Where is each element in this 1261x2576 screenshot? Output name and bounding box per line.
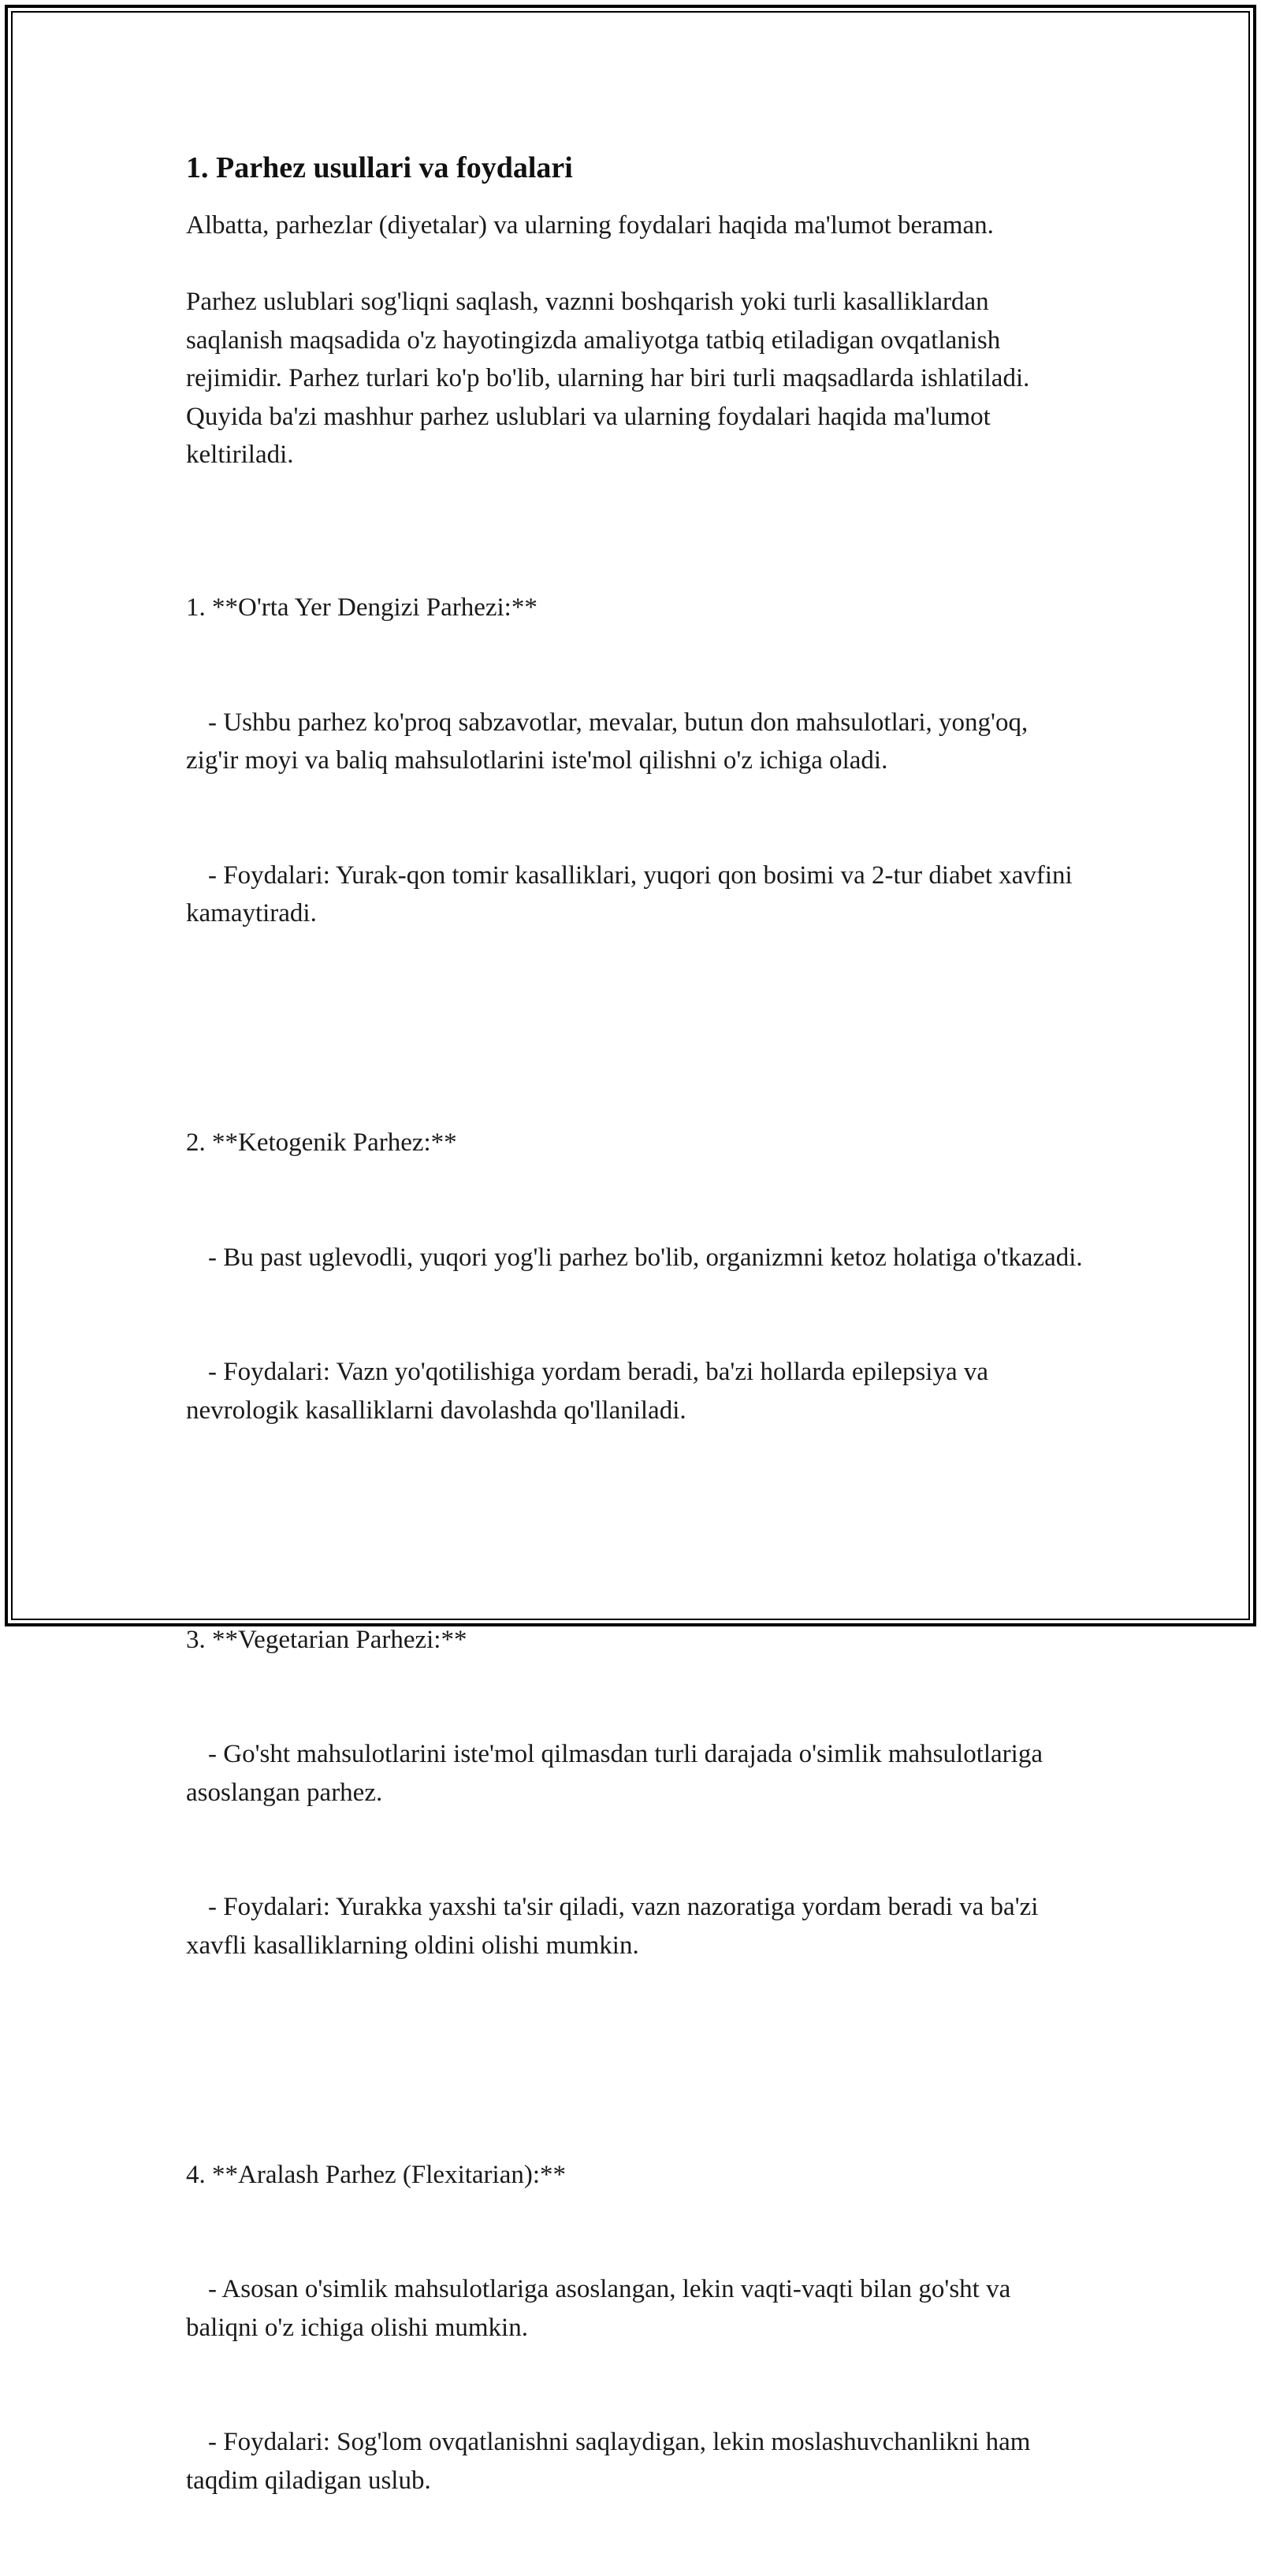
diet-item-benefits: - Foydalari: Yurakka yaxshi ta'sir qiladi, vazn nazoratiga yordam beradi va ba'zi xavfli kasalliklarning oldini olishi mumkin. <box>186 1888 1084 1965</box>
overview-paragraph: Parhez uslublari sog'liqni saqlash, vaznni boshqarish yoki turli kasalliklardan saqlanish maqsadida o'z hayotingizda amaliyotga tatbiq etiladigan ovqatlanish rejimidir. Parhez turlari ko'p bo'lib, ularning har biri turli maqsadlarda ishlatiladi. Quyida ba'zi mashhur parhez uslublari va ularning foydalari haqida ma'lumot keltiriladi. <box>186 283 1084 474</box>
diet-item-heading: 4. **Aralash Parhez (Flexitarian):** <box>186 2156 1084 2195</box>
diet-item-benefits: - Foydalari: Yurak-qon tomir kasalliklari, yuqori qon bosimi va 2-tur diabet xavfini kamaytiradi. <box>186 857 1084 933</box>
intro-paragraph: Albatta, parhezlar (diyetalar) va ularning foydalari haqida ma'lumot beraman. <box>186 206 1084 245</box>
diet-item-heading: 1. **O'rta Yer Dengizi Parhezi:** <box>186 589 1084 627</box>
diet-item-description: - Bu past uglevodli, yuqori yog'li parhez bo'lib, organizmni ketoz holatiga o'tkazadi. <box>186 1239 1084 1277</box>
diet-item-description: - Ushbu parhez ko'proq sabzavotlar, mevalar, butun don mahsulotlari, yong'oq, zig'ir moyi va baliq mahsulotlarini iste'mol qilishni o'z ichiga oladi. <box>186 704 1084 780</box>
diet-item-flexitarian <box>186 2080 1084 2576</box>
diet-item-mediterranean <box>186 512 1084 1009</box>
diet-item-ketogenic <box>186 1047 1084 1506</box>
diet-item-description: - Asosan o'simlik mahsulotlariga asoslangan, lekin vaqti-vaqti bilan go'sht va baliqni o'z ichiga olishi mumkin. <box>186 2270 1084 2347</box>
diet-item-heading: 3. **Vegetarian Parhezi:** <box>186 1621 1084 1660</box>
diet-item-benefits: - Foydalari: Vazn yo'qotilishiga yordam beradi, ba'zi hollarda epilepsiya va nevrologik kasalliklarni davolashda qo'llaniladi. <box>186 1353 1084 1429</box>
diet-item-vegetarian <box>186 1544 1084 2042</box>
diet-item-description: - Go'sht mahsulotlarini iste'mol qilmasdan turli darajada o'simlik mahsulotlariga asoslangan parhez. <box>186 1735 1084 1812</box>
diet-item-benefits: - Foydalari: Sog'lom ovqatlanishni saqlaydigan, lekin moslashuvchanlikni ham taqdim qiladigan uslub. <box>186 2423 1084 2500</box>
diet-item-heading: 2. **Ketogenik Parhez:** <box>186 1124 1084 1162</box>
document-body <box>186 147 1084 2576</box>
document-title: 1. Parhez usullari va foydalari <box>186 147 1084 189</box>
